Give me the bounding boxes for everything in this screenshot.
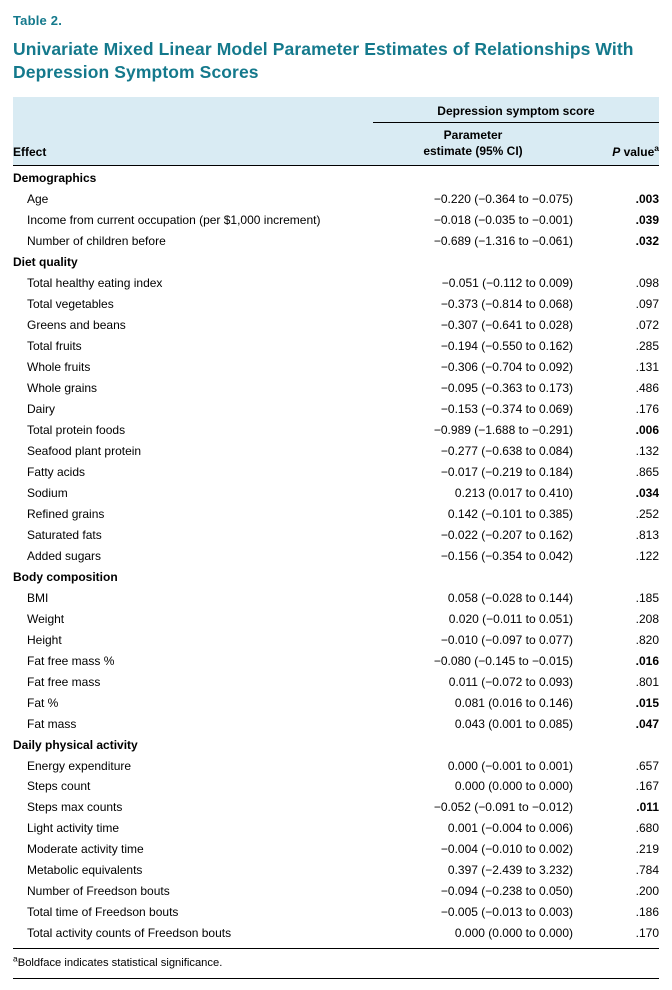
pvalue-cell: .034 bbox=[635, 485, 659, 500]
effect-cell: Steps count bbox=[27, 779, 91, 794]
spanner-label: Depression symptom score bbox=[373, 97, 659, 123]
table-row bbox=[13, 546, 659, 567]
effect-cell: Sodium bbox=[27, 485, 68, 500]
estimate-cell: −0.373 (−0.814 to 0.068) bbox=[440, 297, 573, 312]
effect-cell: Fat free mass % bbox=[27, 653, 115, 668]
group-label: Body composition bbox=[13, 569, 118, 584]
table-row bbox=[13, 441, 659, 462]
group-label: Diet quality bbox=[13, 255, 78, 270]
effect-cell: Moderate activity time bbox=[27, 842, 144, 857]
pvalue-cell: .657 bbox=[635, 758, 659, 773]
spanner-spacer bbox=[13, 97, 373, 123]
pvalue-cell: .176 bbox=[635, 402, 659, 417]
effect-cell: Total vegetables bbox=[27, 297, 114, 312]
table-row bbox=[13, 336, 659, 357]
estimate-cell: −0.277 (−0.638 to 0.084) bbox=[440, 443, 573, 458]
table-row bbox=[13, 651, 659, 672]
table-header bbox=[13, 97, 659, 166]
estimate-cell: −0.018 (−0.035 to −0.001) bbox=[433, 213, 573, 228]
table-row bbox=[13, 232, 659, 253]
estimate-cell: −0.005 (−0.013 to 0.003) bbox=[440, 905, 573, 920]
effect-cell: Number of children before bbox=[27, 234, 166, 249]
table-row bbox=[13, 861, 659, 882]
table-row bbox=[13, 190, 659, 211]
effect-cell: Height bbox=[27, 632, 62, 647]
footnote bbox=[13, 948, 659, 979]
effect-cell: Light activity time bbox=[27, 821, 120, 836]
results-table bbox=[13, 97, 659, 944]
effect-cell: Income from current occupation (per $1,000 increment) bbox=[27, 213, 321, 228]
table-row bbox=[13, 819, 659, 840]
estimate-cell: −0.004 (−0.010 to 0.002) bbox=[440, 842, 573, 857]
table-row bbox=[13, 609, 659, 630]
effect-cell: Refined grains bbox=[27, 506, 105, 521]
effect-cell: Weight bbox=[27, 611, 65, 626]
estimate-cell: 0.397 (−2.439 to 3.232) bbox=[447, 863, 573, 878]
pvalue-cell: .006 bbox=[635, 423, 659, 437]
estimate-cell: −0.153 (−0.374 to 0.069) bbox=[440, 402, 573, 417]
table-row bbox=[13, 504, 659, 525]
effect-cell: Metabolic equivalents bbox=[27, 863, 143, 878]
estimate-cell: −0.689 (−1.316 to −0.061) bbox=[433, 234, 573, 249]
spanner-row bbox=[13, 97, 659, 123]
pvalue-cell: .122 bbox=[635, 548, 659, 563]
pvalue-cell: .185 bbox=[635, 590, 659, 605]
estimate-cell: 0.043 (0.001 to 0.085) bbox=[454, 716, 573, 731]
pvalue-cell: .285 bbox=[635, 339, 659, 354]
table-row bbox=[13, 588, 659, 609]
table-row bbox=[13, 399, 659, 420]
effect-cell: Total time of Freedson bouts bbox=[27, 905, 179, 920]
effect-cell: Number of Freedson bouts bbox=[27, 884, 170, 899]
group-header-row bbox=[13, 253, 659, 274]
table-row bbox=[13, 924, 659, 945]
estimate-cell: 0.011 (−0.072 to 0.093) bbox=[448, 674, 573, 689]
effect-cell: Fat free mass bbox=[27, 674, 101, 689]
column-header-effect: Effect bbox=[13, 123, 373, 166]
group-header-row bbox=[13, 735, 659, 756]
column-header-pvalue bbox=[573, 123, 659, 166]
pvalue-cell: .132 bbox=[635, 443, 659, 458]
pvalue-cell: .016 bbox=[635, 653, 659, 668]
estimate-cell: −0.095 (−0.363 to 0.173) bbox=[440, 381, 573, 396]
pvalue-cell: .186 bbox=[635, 905, 659, 920]
effect-cell: Dairy bbox=[27, 402, 56, 417]
effect-cell: Fat mass bbox=[27, 716, 77, 731]
effect-cell: Total protein foods bbox=[27, 423, 126, 437]
estimate-cell: −0.220 (−0.364 to −0.075) bbox=[433, 192, 573, 207]
effect-cell: Total fruits bbox=[27, 339, 82, 354]
pvalue-header-rest: value bbox=[620, 145, 655, 160]
pvalue-header-superscript: a bbox=[654, 143, 659, 154]
pvalue-cell: .170 bbox=[635, 926, 659, 941]
effect-cell: Age bbox=[27, 192, 49, 207]
effect-cell: Seafood plant protein bbox=[27, 443, 142, 458]
estimate-cell: −0.307 (−0.641 to 0.028) bbox=[440, 318, 573, 333]
table-row bbox=[13, 672, 659, 693]
estimate-cell: −0.194 (−0.550 to 0.162) bbox=[440, 339, 573, 354]
group-header-row bbox=[13, 567, 659, 588]
table-row bbox=[13, 693, 659, 714]
effect-cell: BMI bbox=[27, 590, 49, 605]
estimate-cell: 0.142 (−0.101 to 0.385) bbox=[447, 506, 573, 521]
table-row bbox=[13, 840, 659, 861]
estimate-cell: 0.001 (−0.004 to 0.006) bbox=[447, 821, 573, 836]
pvalue-cell: .219 bbox=[635, 842, 659, 857]
pvalue-cell: .486 bbox=[635, 381, 659, 396]
column-header-row bbox=[13, 123, 659, 166]
estimate-cell: 0.213 (0.017 to 0.410) bbox=[454, 485, 573, 500]
effect-cell: Total activity counts of Freedson bouts bbox=[27, 926, 232, 941]
pvalue-cell: .208 bbox=[635, 611, 659, 626]
estimate-cell: −0.022 (−0.207 to 0.162) bbox=[440, 527, 573, 542]
pvalue-cell: .015 bbox=[635, 695, 659, 710]
table-label: Table 2. bbox=[13, 13, 63, 28]
pvalue-cell: .131 bbox=[635, 360, 659, 375]
effect-cell: Greens and beans bbox=[27, 318, 126, 333]
table-body bbox=[13, 166, 659, 945]
estimate-cell: 0.000 (0.000 to 0.000) bbox=[454, 926, 573, 941]
estimate-cell: −0.156 (−0.354 to 0.042) bbox=[440, 548, 573, 563]
table-row bbox=[13, 882, 659, 903]
table-row bbox=[13, 798, 659, 819]
table-row bbox=[13, 714, 659, 735]
group-header-row bbox=[13, 166, 659, 190]
table-row bbox=[13, 211, 659, 232]
footnote-text: Boldface indicates statistical significance. bbox=[17, 956, 223, 969]
pvalue-cell: .680 bbox=[635, 821, 659, 836]
pvalue-cell: .047 bbox=[635, 716, 659, 731]
pvalue-cell: .252 bbox=[635, 506, 659, 521]
pvalue-cell: .072 bbox=[635, 318, 659, 333]
effect-cell: Fat % bbox=[27, 695, 59, 710]
estimate-header-line2: estimate (95% CI) bbox=[423, 143, 523, 158]
footnote-marker: a bbox=[13, 952, 18, 963]
table-row bbox=[13, 315, 659, 336]
group-label: Daily physical activity bbox=[13, 737, 138, 752]
estimate-cell: −0.080 (−0.145 to −0.015) bbox=[433, 653, 573, 668]
estimate-cell: 0.000 (0.000 to 0.000) bbox=[454, 779, 573, 794]
pvalue-cell: .200 bbox=[635, 884, 659, 899]
estimate-cell: −0.017 (−0.219 to 0.184) bbox=[440, 464, 573, 479]
pvalue-cell: .813 bbox=[635, 527, 659, 542]
effect-cell: Total healthy eating index bbox=[27, 276, 163, 291]
pvalue-cell: .820 bbox=[635, 632, 659, 647]
pvalue-cell: .011 bbox=[636, 800, 659, 815]
table-row bbox=[13, 295, 659, 316]
pvalue-cell: .039 bbox=[635, 213, 659, 228]
estimate-cell: 0.020 (−0.011 to 0.051) bbox=[448, 611, 573, 626]
estimate-cell: −0.306 (−0.704 to 0.092) bbox=[440, 360, 573, 375]
table-row bbox=[13, 756, 659, 777]
estimate-cell: 0.058 (−0.028 to 0.144) bbox=[447, 590, 573, 605]
estimate-cell: 0.081 (0.016 to 0.146) bbox=[454, 695, 573, 710]
effect-cell: Steps max counts bbox=[27, 800, 123, 815]
effect-cell: Energy expenditure bbox=[27, 758, 132, 773]
estimate-cell: −0.010 (−0.097 to 0.077) bbox=[440, 632, 573, 647]
group-label: Demographics bbox=[13, 171, 97, 186]
table-row bbox=[13, 525, 659, 546]
estimate-cell: −0.989 (−1.688 to −0.291) bbox=[433, 423, 573, 437]
effect-cell: Whole fruits bbox=[27, 360, 91, 375]
pvalue-cell: .097 bbox=[635, 297, 659, 312]
table-row bbox=[13, 903, 659, 924]
pvalue-cell: .865 bbox=[635, 464, 659, 479]
table-row bbox=[13, 777, 659, 798]
estimate-cell: −0.094 (−0.238 to 0.050) bbox=[440, 884, 573, 899]
pvalue-header-italic-p: P bbox=[612, 145, 621, 160]
table-row bbox=[13, 420, 659, 441]
estimate-cell: 0.000 (−0.001 to 0.001) bbox=[447, 758, 573, 773]
page-title: Univariate Mixed Linear Model Parameter Estimates of Relationships With Depression Symptom Scores bbox=[13, 39, 634, 83]
effect-cell: Added sugars bbox=[27, 548, 102, 563]
effect-cell: Whole grains bbox=[27, 381, 98, 396]
effect-cell: Fatty acids bbox=[27, 464, 86, 479]
table-row bbox=[13, 483, 659, 504]
table-row bbox=[13, 274, 659, 295]
table-row bbox=[13, 462, 659, 483]
table-row bbox=[13, 357, 659, 378]
estimate-cell: −0.052 (−0.091 to −0.012) bbox=[433, 800, 573, 815]
pvalue-cell: .032 bbox=[635, 234, 659, 249]
pvalue-cell: .801 bbox=[635, 674, 659, 689]
estimate-header-line1: Parameter bbox=[443, 128, 503, 143]
pvalue-cell: .098 bbox=[635, 276, 659, 291]
effect-cell: Saturated fats bbox=[27, 527, 102, 542]
column-header-estimate bbox=[373, 123, 573, 166]
pvalue-cell: .003 bbox=[635, 192, 659, 207]
pvalue-cell: .784 bbox=[635, 863, 659, 878]
table-row bbox=[13, 630, 659, 651]
estimate-cell: −0.051 (−0.112 to 0.009) bbox=[441, 276, 573, 291]
table-row bbox=[13, 378, 659, 399]
pvalue-cell: .167 bbox=[635, 779, 659, 794]
